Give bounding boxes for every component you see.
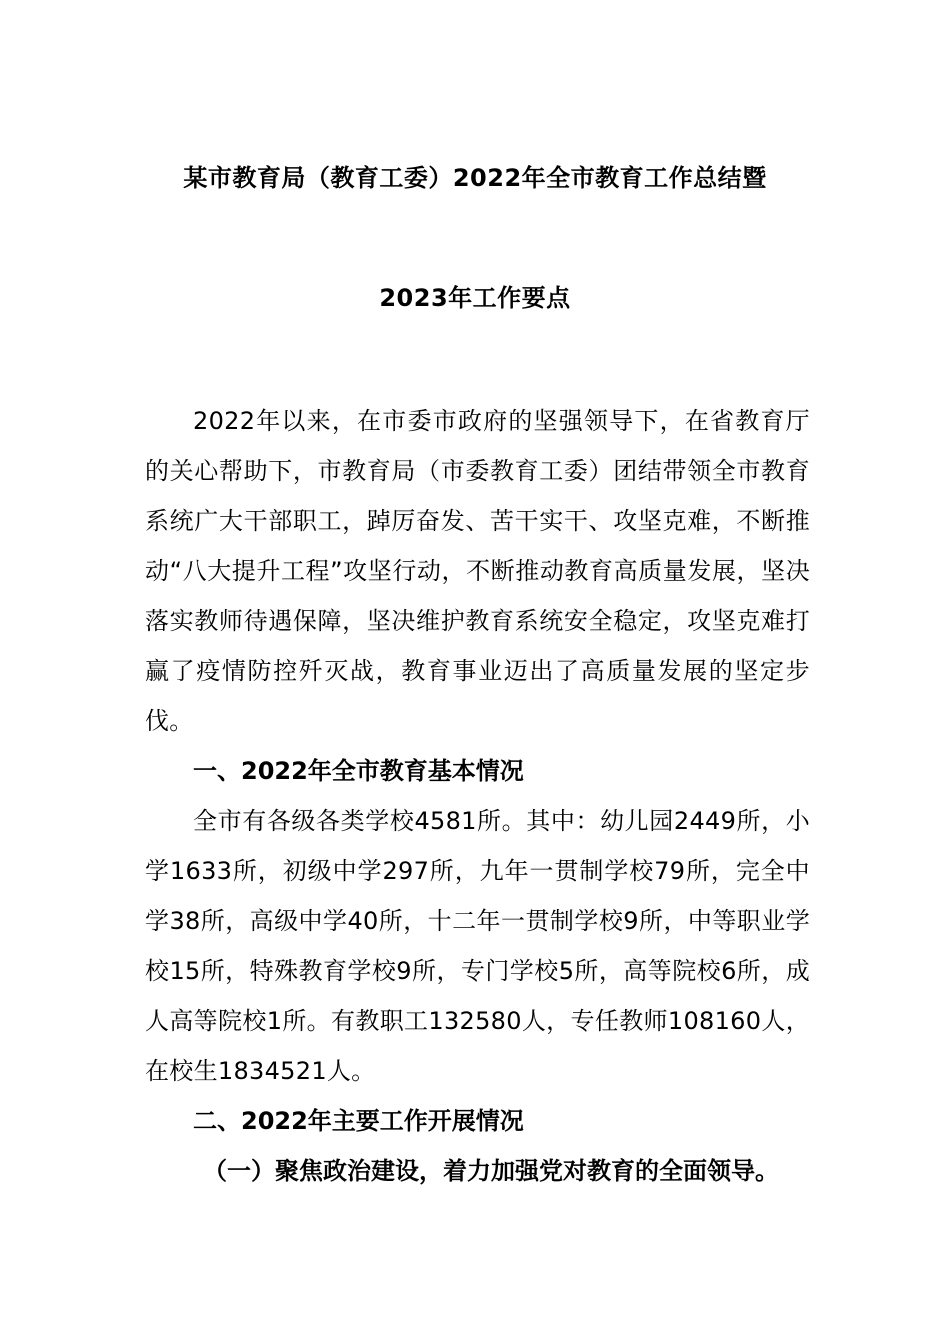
section-2-subheading-1: （一）聚焦政治建设，着力加强党对教育的全面领导。 [203,1157,779,1185]
section-1-heading: 一、2022年全市教育基本情况 [193,757,524,785]
section-1-paragraph: 全市有各级各类学校4581所。其中：幼儿园2449所，小学1633所，初级中学297所，九年一贯制学校79所，完全中学38所，高级中学40所，十二年一贯制学校9所，中等职业学校15所，特殊教育学校9所，专门学校5所，高等院校6所，成人高等院校1所。有教职工132580人，专任教师108160人，在校生1834521人。 [145,807,810,1085]
document-body [145,396,810,1196]
document-title-line-1: 某市教育局（教育工委）2022年全市教育工作总结暨 [183,164,767,192]
section-2-heading: 二、2022年主要工作开展情况 [193,1107,524,1135]
document-title-line-2: 2023年工作要点 [379,284,571,312]
intro-paragraph: 2022年以来，在市委市政府的坚强领导下，在省教育厅的关心帮助下，市教育局（市委教育工委）团结带领全市教育系统广大干部职工，踔厉奋发、苦干实干、攻坚克难，不断推动“八大提升工程”攻坚行动，不断推动教育高质量发展，坚决落实教师待遇保障，坚决维护教育系统安全稳定，攻坚克难打赢了疫情防控歼灭战，教育事业迈出了高质量发展的坚定步伐。 [145,407,810,735]
